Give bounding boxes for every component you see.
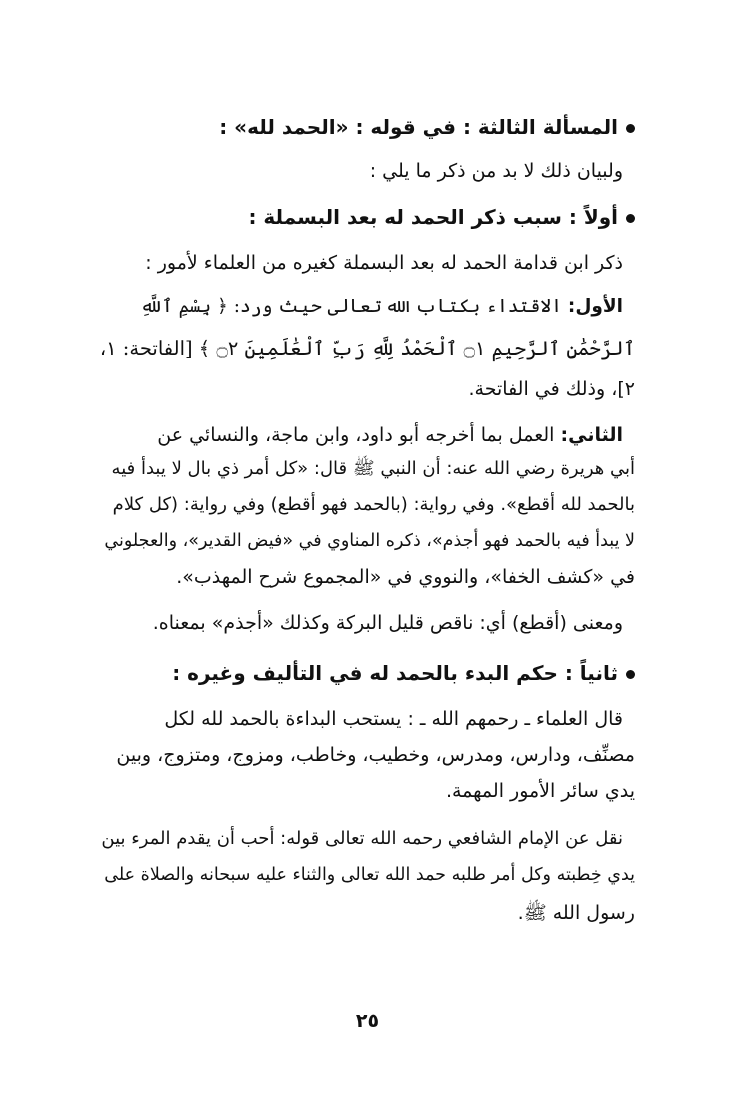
paragraph-reasons-intro — [88, 250, 623, 276]
paragraph-text: يدي سائر الأمور المهمة. — [445, 780, 635, 802]
paragraph-text: الاقتداء بكتاب الله تعالى حيث ورد: ﴿ بِسْمِ ٱللَّهِ — [140, 296, 563, 317]
bullet-icon — [626, 124, 635, 133]
paragraph-first-reason-line1 — [100, 294, 623, 320]
paragraph-text: لا يبدأ فيه بالحمد فهو أجذم»، ذكره المناوي في «فيض القدير»، والعجلوني — [104, 531, 635, 551]
section-heading-first — [100, 204, 635, 230]
paragraph-second-reason-line1 — [100, 422, 623, 448]
second-reason-label: الثاني: — [560, 424, 623, 446]
paragraph-scholars-line3 — [100, 778, 635, 804]
paragraph-meaning — [88, 610, 623, 636]
heading-text: المسألة الثالثة : في قوله : «الحمد لله» : — [219, 115, 618, 139]
paragraph-text: قال العلماء ـ رحمهم الله ـ : يستحب البداءة بالحمد لله لكل — [164, 708, 623, 730]
heading-text: أولاً : سبب ذكر الحمد له بعد البسملة : — [248, 205, 618, 229]
paragraph-text: ولبيان ذلك لا بد من ذكر ما يلي : — [369, 160, 623, 182]
paragraph-text: يدي خِطبته وكل أمر طلبه حمد الله تعالى والثناء عليه سبحانه والصلاة على — [104, 865, 635, 885]
paragraph-text: ٢]، وذلك في الفاتحة. — [468, 378, 635, 400]
first-reason-label: الأول: — [567, 296, 623, 317]
section-heading-third-issue — [100, 114, 635, 140]
paragraph-first-reason-line3 — [100, 376, 635, 402]
page-number: ٢٥ — [355, 1010, 380, 1032]
paragraph-scholars-line1 — [100, 706, 623, 732]
paragraph-text: أبي هريرة رضي الله عنه: أن النبي ﷺ قال: «كل أمر ذي بال لا يبدأ فيه — [111, 458, 635, 479]
paragraph-text: ومعنى (أقطع) أي: ناقص قليل البركة وكذلك «أجذم» بمعناه. — [152, 612, 623, 634]
paragraph-text: رسول الله ﷺ. — [517, 902, 635, 924]
section-heading-second — [100, 660, 635, 686]
heading-text: ثانياً : حكم البدء بالحمد له في التأليف وغيره : — [172, 661, 618, 685]
bullet-icon — [626, 214, 635, 223]
bullet-icon — [626, 670, 635, 679]
paragraph-text: العمل بما أخرجه أبو داود، وابن ماجة، والنسائي عن — [157, 424, 555, 446]
paragraph-intro — [88, 158, 623, 184]
paragraph-text: بالحمد لله أقطع». وفي رواية: (بالحمد فهو أقطع) وفي رواية: (كل كلام — [112, 494, 635, 515]
paragraph-second-reason-line3 — [100, 492, 635, 518]
paragraph-scholars-line2 — [100, 742, 635, 768]
paragraph-second-reason-line2 — [100, 456, 635, 482]
paragraph-text: ذكر ابن قدامة الحمد له بعد البسملة كغيره من العلماء لأمور : — [145, 252, 623, 274]
paragraph-text: مصنِّف، ودارس، ومدرس، وخطيب، وخاطب، ومزوج، ومتزوج، وبين — [116, 744, 635, 766]
paragraph-text: نقل عن الإمام الشافعي رحمه الله تعالى قوله: أحب أن يقدم المرء بين — [101, 828, 623, 849]
paragraph-shafii-line2 — [100, 862, 635, 888]
quran-verse: ٱلرَّحْمَٰنِ ٱلرَّحِيمِ ۝١ ٱلْحَمْدُ لِلَّهِ رَبِّ ٱلْعَٰلَمِينَ ۝٢ ﴾ [الفاتحة: ١، — [99, 337, 635, 360]
paragraph-first-reason-line2 — [100, 336, 635, 362]
paragraph-shafii-line1 — [100, 826, 623, 852]
paragraph-second-reason-line5 — [100, 564, 635, 590]
paragraph-shafii-line3 — [100, 900, 635, 926]
paragraph-second-reason-line4 — [100, 528, 635, 554]
paragraph-text: في «كشف الخفا»، والنووي في «المجموع شرح المهذب». — [176, 566, 635, 588]
